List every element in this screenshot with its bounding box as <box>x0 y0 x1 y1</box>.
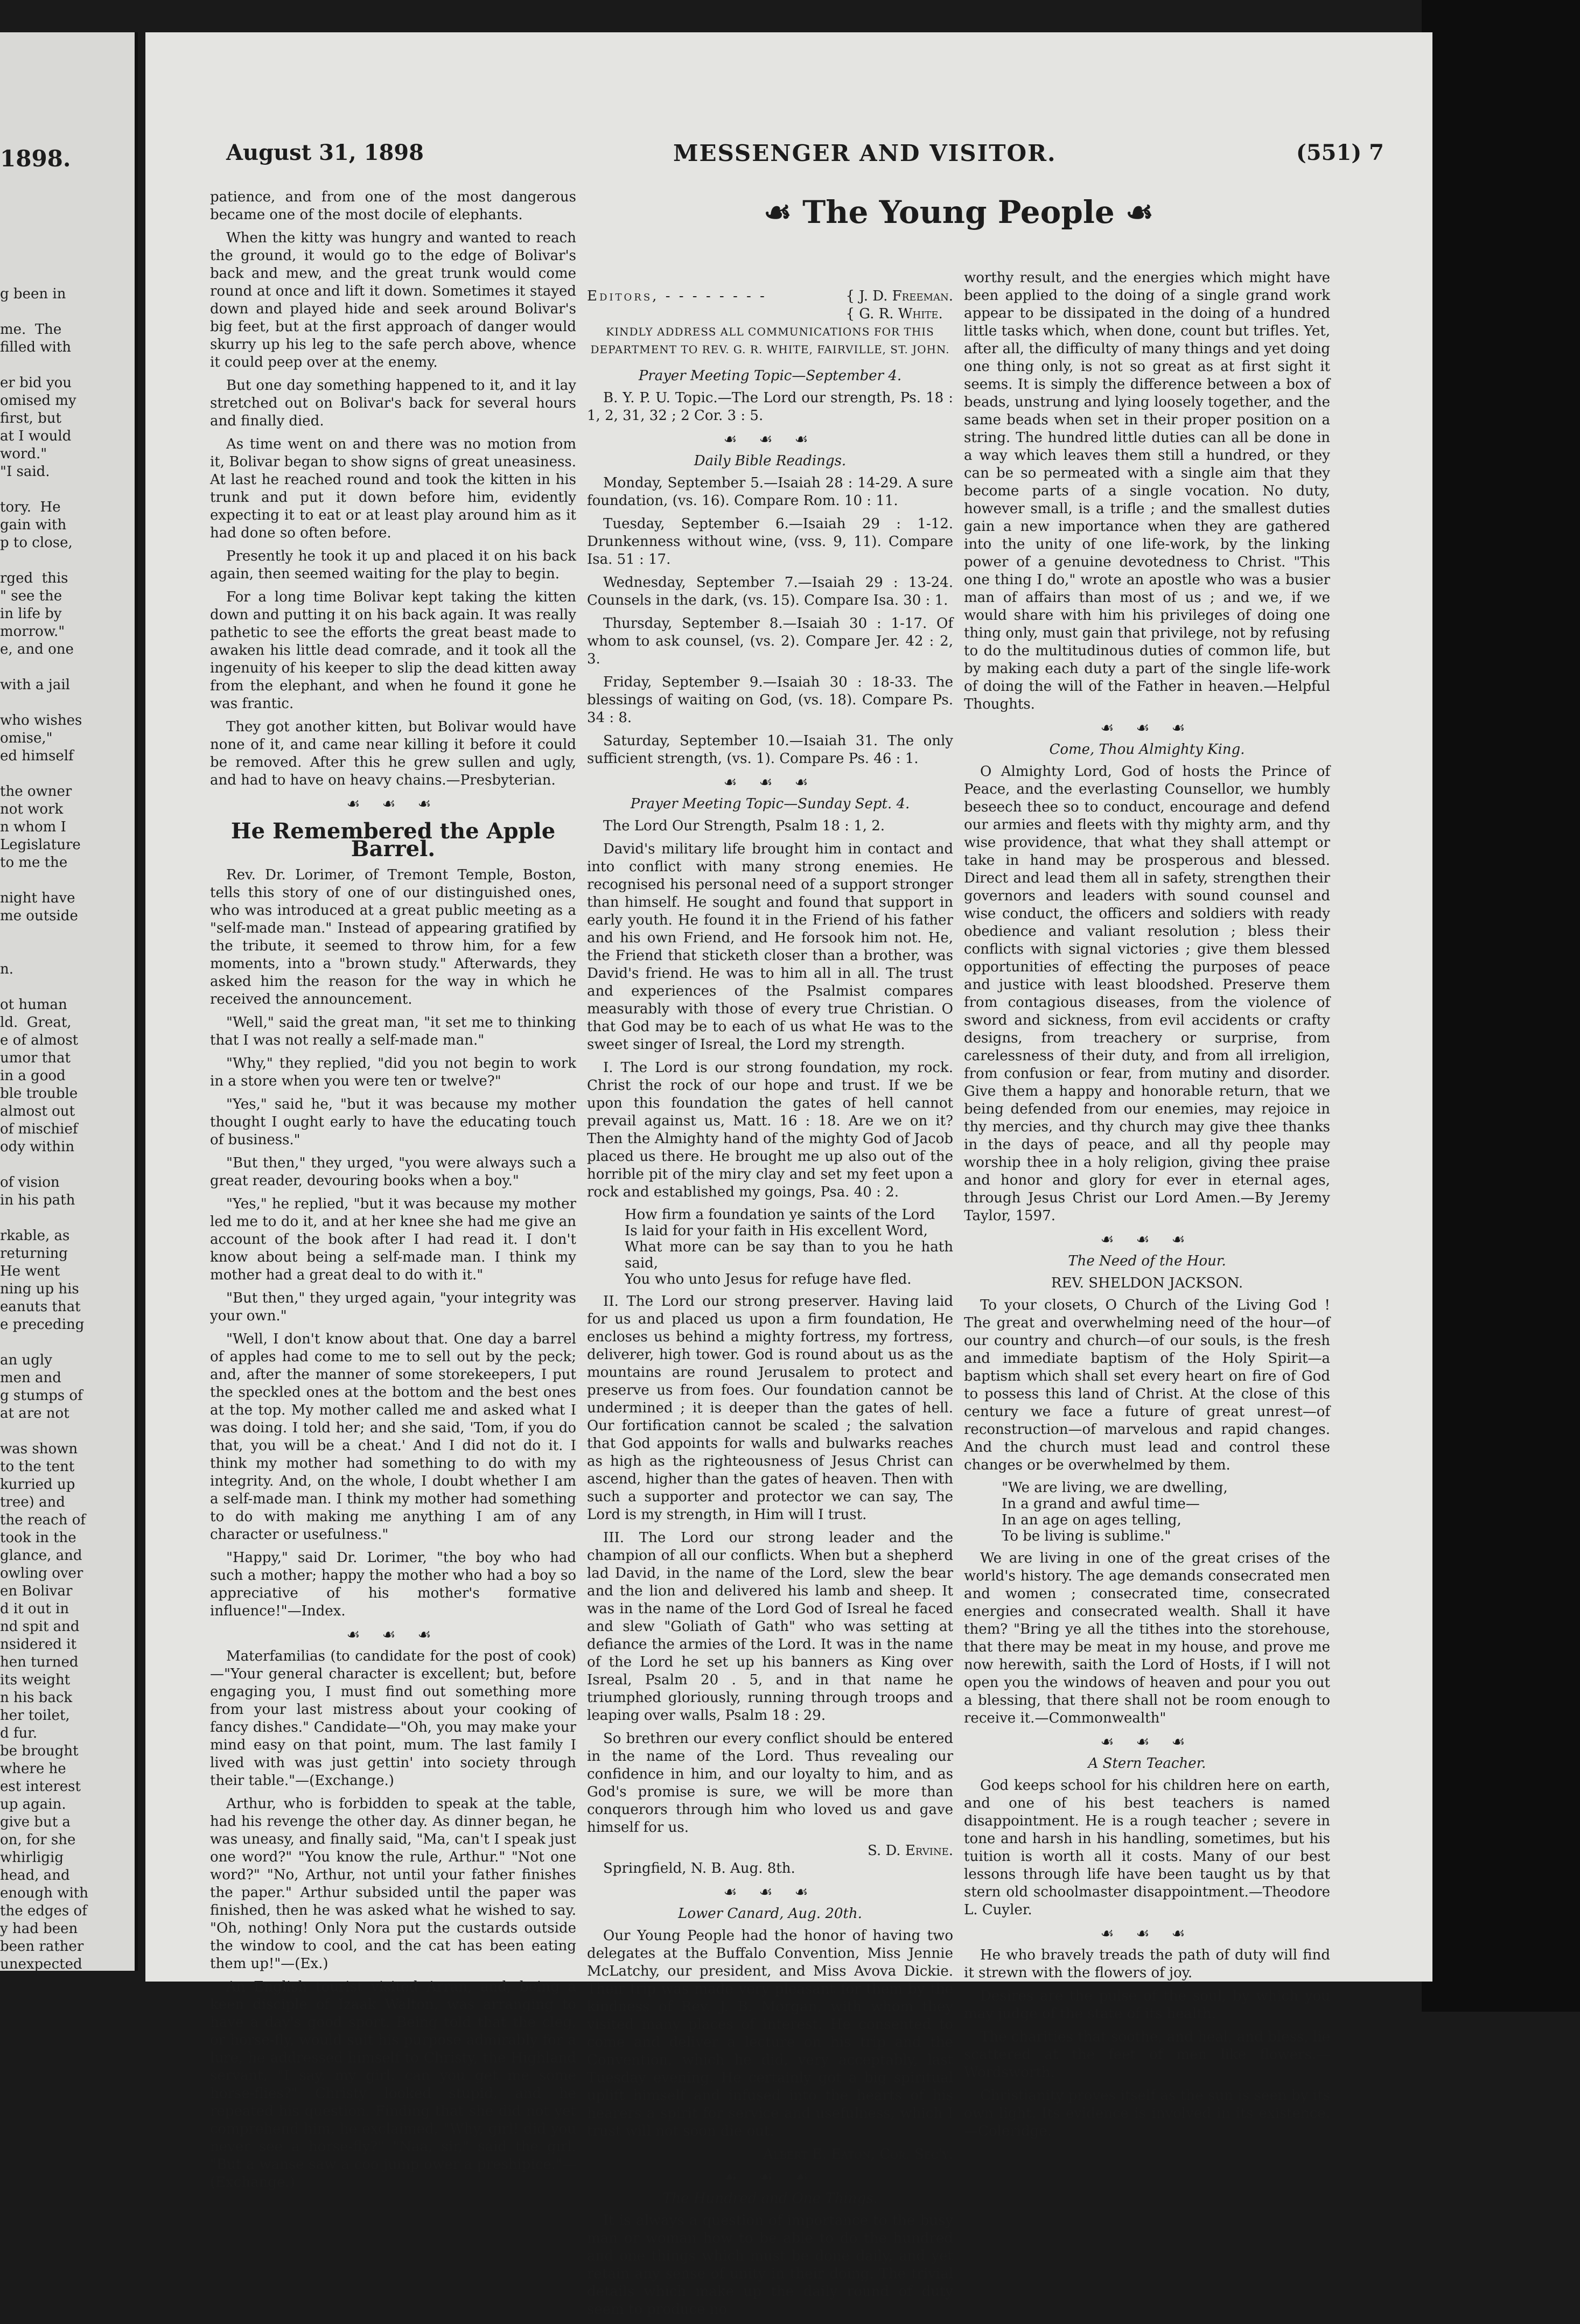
author-byline: REV. SHELDON JACKSON. <box>1051 1275 1243 1291</box>
article-paragraph: When the kitty was hungry and wanted to reach the ground, it would go to the edge of Bolivar's back and mew, and the great trunk would come round at once and lift it down. Sometimes it stayed down and played hide and seek around Bolivar's big feet, but at the first approach of danger would skurry up his leg to the safe perch above, whence it could peep over at the enemy. <box>210 230 576 370</box>
section-subtitle: The Need of the Hour. <box>1068 1253 1226 1269</box>
hymn-verse <box>625 1207 953 1287</box>
article-paragraph: "Why," they replied, "did you not begin to work in a store when you were ten or twelve?" <box>210 1055 576 1089</box>
article-paragraph: David's military life brought him in contact and into conflict with many strong enemies. He recognised his personal need of a support stronger than himself. He sought and found that support in early youth. He found it in the Friend of his father and his own Friend, and He forsook him not. He, the Friend that sticketh closer than a brother, was David's friend. He was to him all in all. The trust and experiences of the Psalmist compares measurably with those of every true Christian. O that God may be to each of us what He was to the sweet singer of Isreal, the Lord my strength. <box>587 841 953 1053</box>
young-people-banner: ☙ The Young People ☙ <box>763 194 1154 230</box>
section-subtitle: Prayer Meeting Topic—September 4. <box>638 368 902 384</box>
maxim: Desires are the pulse of the soul, by which you may judge of the state of its health. <box>964 1988 1330 2022</box>
ornament-divider: ☙ ☙ ☙ <box>1100 1230 1194 1248</box>
maxim: Christianity proves itself as the sun is seen by its own light. Its evidence is involved in its existence.—Coleridge. <box>964 2088 1330 2139</box>
article-paragraph: An English tourist visited Arran, and, being a keen disciple of Izaak Walton, was arranging to have a day's good sport. Being told that the cleg, or horse-fly, would suit his purpose admirably for a lure, he addressed himself to Christy, the Highland servant, "I say, my girl, can you get me some horse-flies?" Christy looked stupid, and he repeated his question. Finding that she did not yet comprehend him, he exclaimed, "Why, girl! did you never see a horse-fly?" "Naa, sir," said the girl. "But a wanse saw a coo jump ower a preshipice."—(Exchange.) <box>210 1979 576 2190</box>
ornament-divider: ☙ ☙ ☙ <box>723 773 817 791</box>
issue-date: August 31, 1898 <box>226 140 424 165</box>
page-gutter-shadow <box>1422 0 1580 2012</box>
article-paragraph: "Yes," he replied, "but it was because my mother led me to do it, and at her knee she had me give an account of the book after I had read it. I don't know about being a self-made man. I think my mother had a great deal to do with it." <box>210 1196 576 1283</box>
ornament-divider: ☙ ☙ ☙ <box>346 1626 440 1643</box>
editors-line <box>587 288 953 322</box>
article-paragraph: Rev. Dr. Lorimer, of Tremont Temple, Boston, tells this story of one of our distinguished ones, who was introduced at a great public meeting as a "self-made man." Instead of appearing gratified by the tribute, it seemed to throw him, for a few moments, into a "brown study." Afterwards, they asked him the reason for the way in which he received the announcement. <box>210 867 576 1007</box>
verse-line: Is laid for your faith in His excellent Word, <box>625 1223 928 1239</box>
masthead-title: MESSENGER AND VISITOR. <box>673 140 1057 166</box>
article-paragraph: So brethren our every conflict should be entered in the name of the Lord. Thus revealing our confidence in him, and our loyalty to him, and as God's promise is sure, we will be more than conquerors through him who loved us and gave himself for us. <box>587 1731 953 1836</box>
verse-line: What more can be say than to you he hath said, <box>625 1239 953 1271</box>
section-subtitle: The Hundred and One Things. <box>662 2190 878 2207</box>
article-paragraph: God keeps school for his children here on earth, and one of his best teachers is named disappointment. He is a rough teacher ; severe in tone and harsh in his handling, sometimes, but his tuition is worth all it costs. Many of our best lessons through life have been taught us by that stern old schoolmaster disappointment.—Theodore L. Cuyler. <box>964 1777 1330 1918</box>
article-paragraph: Materfamilias (to candidate for the post of cook)—"Your general character is excellent; but, before engaging you, I must find out something more from your last mistress about your cooking of fancy dishes." Candidate—"Oh, you may make your mind easy on that point, mum. The last family I lived with was just gettin' into society through their table."—(Exchange.) <box>210 1648 576 1789</box>
article-paragraph: III. The Lord our strong leader and the champion of all our conflicts. When but a shepherd lad David, in the name of the Lord, slew the bear and the lion and delivered his lamb and sheep. It was in the name of the Lord God of Isreal he faced and slew "Goliath of Gath" who was setting at defiance the armies of the Lord. It was in the name of the Lord he set up his banners as King over Isreal, Psalm 20 . 5, and in that name he triumphed gloriously, running through troops and leaping over walls, Psalm 18 : 29. <box>587 1530 953 1724</box>
article-paragraph: patience, and from one of the most dangerous became one of the most docile of elephants. <box>210 189 576 223</box>
poem-verse <box>1002 1480 1330 1544</box>
maxim: The charities that soothe, and heal, and bless, lie scattered at the feet of men like flowers.—Wordsworth. <box>964 2029 1330 2081</box>
article-paragraph: Presently he took it up and placed it on his back again, then seemed waiting for the play to begin. <box>210 548 576 582</box>
author-signature: Albert E. Eaton, Cor. Sec'y. <box>763 2146 953 2162</box>
article-paragraph: "But then," they urged again, "your integrity was your own." <box>210 1290 576 1324</box>
verse-line: How firm a foundation ye saints of the Lord <box>625 1207 935 1223</box>
column-2 <box>587 285 953 2324</box>
maxim: He who bravely treads the path of duty will find it strewn with the flowers of joy. <box>964 1947 1330 1981</box>
dateline: Springfield, N. B. Aug. 8th. <box>603 1860 795 1877</box>
column-1 <box>210 188 576 2197</box>
article-paragraph: But one day something happened to it, and it lay stretched out on Bolivar's back for several hours and finally died. <box>210 377 576 429</box>
article-paragraph: worthy result, and the energies which might have been applied to the doing of a single grand work appear to be dissipated in the doing of a hundred little tasks which, when done, count but trifles. Yet, after all, the difficulty of many things and yet doing one thing only, is not so great as at first sight it seems. It is simply the difference between a box of beads, unstrung and lying loosely together, and the same beads when set in their proper position on a string. The hundred little duties can all be done in a way which leaves them still a hundred, or they can be so permeated with a single aim that they become parts of a single vocation. No duty, however small, is a trifle ; and the smallest duties gain a new importance when they are gathered into the unity of one life-work, by the linking power of a genuine devotedness to Christ. "This one thing I do," wrote an apostle who was a busier man of affairs than most of us ; and we, if we would share with him his privileges of doing one thing only, must gain that privilege, not by refusing to do the multitudinous duties of common life, but by making each duty a part of the single life-work of doing the will of the Father in heaven.—Helpful Thoughts. <box>964 270 1330 712</box>
previous-page-header: 1898. <box>0 145 71 172</box>
previous-page-text-fragments: g been in me. The filled with er bid you omised my first, but at I would word." "I said. tory. He gain with p to close, rged this " see the in life by morrow." e, and one with a jail who wishes omise," ed himself the owner not work n whom I Legislature to me the night have me outside n. ot human ld. Great, e of almost umor that in a good ble trouble almost out of mischief ody within of vision in his path rkable, as returning He went ning up his eanuts that e preceding an ugly men and g stumps of at are not was shown to the tent kurried up tree) and the reach of took in the glance, and owling over en Bolivar d it out in nd spit and nsidered it hen turned its weight n his back her toilet, d fur. be brought where he est interest up again. give but a on, for she whirligig head, and enough with the edges of y had been been rather unexpected <box>0 286 88 1972</box>
article-heading: He Remembered the Apple Barrel. <box>230 818 556 862</box>
article-paragraph: I. The Lord is our strong foundation, my rock. Christ the rock of our hope and trust. If we be upon this foundation the gates of hell cannot prevail against us, Matt. 16 : 18. Are we on it? Then the Almighty hand of the mighty God of Jacob placed us there. He brought me up also out of the horrible pit of the miry clay and set my feet upon a rock and established my goings, Psa. 40 : 2. <box>587 1060 953 1200</box>
article-paragraph: As time went on and there was no motion from it, Bolivar began to show signs of great uneasiness. At last he reached round and took the kitten in his trunk and put it down before him, evidently expecting it to eat or at least play around him as it had done so often before. <box>210 436 576 541</box>
section-subtitle: Daily Bible Readings. <box>694 453 847 469</box>
section-subtitle: Come, Thou Almighty King. <box>1049 741 1245 758</box>
ornament-divider: ☙ ☙ ☙ <box>723 1883 817 1901</box>
reading-line: Saturday, September 10.—Isaiah 31. The only sufficient strength, (vs. 1). Compare Ps. 46 : 1. <box>587 733 953 767</box>
ornament-divider: ☙ ☙ ☙ <box>1100 1924 1194 1942</box>
article-paragraph: For a long time Bolivar kept taking the kitten down and putting it on his back again. It was really pathetic to see the efforts the great beast made to awaken his little dead comrade, and it took all the ingenuity of his keeper to slip the dead kitten away from the elephant, and when he found it gone he was frantic. <box>210 589 576 712</box>
reading-line: Tuesday, September 6.—Isaiah 29 : 1-12. Drunkenness without wine, (vss. 9, 11). Compare Isa. 51 : 17. <box>587 516 953 568</box>
page-number: (551) 7 <box>1296 140 1384 165</box>
section-subtitle: Lower Canard, Aug. 20th. <box>678 1906 862 1922</box>
verse-line: In a grand and awful time— <box>1002 1496 1200 1512</box>
article-paragraph: The Lord Our Strength, Psalm 18 : 1, 2. <box>603 818 885 834</box>
ornament-divider: ☙ ☙ ☙ <box>1100 719 1194 737</box>
address-notice: KINDLY ADDRESS ALL COMMUNICATIONS FOR THIS DEPARTMENT TO REV. G. R. WHITE, FAIRVILLE, ST. JOHN. <box>590 325 950 356</box>
editors-names: { J. D. Freeman. { G. R. White. <box>845 288 953 322</box>
article-paragraph: II. The Lord our strong preserver. Having laid for us and placed us upon a firm foundation, He encloses us behind a mighty fortress, my fortress, deliverer, high tower. God is round about us as the mountains are round Jerusalem to protect and preserve us from foes. Our foundation cannot be undermined ; it is deeper than the gates of hell. Our fortification cannot be scaled ; the salvation that God appoints for walls and bulwarks reaches as high as the righteousness of Jesus Christ can ascend, higher than the gates of heaven. Then with such a supporter and protector we can say, The Lord is my strength, in Him will I trust. <box>587 1293 953 1523</box>
article-paragraph: "But then," they urged, "you were always such a great reader, devouring books when a boy." <box>210 1155 576 1189</box>
article-paragraph: O Almighty Lord, God of hosts the Prince of Peace, and the everlasting Counsellor, we humbly beseech thee so to conduct, encourage and defend our armies and fleets with thy mighty arm, and thy wise providence, that what they shall attempt or take in hand may be prosperous and blessed. Direct and lead them all in safety, strengthen their governors and leaders with sound counsel and wise conduct, the officers and soldiers with ready obedience and valiant resolution ; bless their conflicts with signal victories ; give them blessed opportunities of effecting the purposes of peace and justice with least bloodshed. Preserve them from contagious diseases, from the violence of sword and sickness, from evil accidents or crafty designs, from treachery or surprise, from carelessness of their duty, and from all irreligion, from confusion or fear, from mutiny and disorder. Give them a happy and honorable return, that we being defended from our enemies, may rejoice in thy mercies, and thy church may give thee thanks in the days of peace, and all thy people may worship thee in a holy religion, giving thee praise and honor and glory for ever in eternal ages, through Jesus Christ our Lord Amen.—By Jeremy Taylor, 1597. <box>964 764 1330 1224</box>
article-paragraph: They got another kitten, but Bolivar would have none of it, and came near killing it before it could be removed. After this he grew sullen and ugly, and had to have on heavy chains.—Presbyterian. <box>210 719 576 788</box>
article-paragraph: It is always a question of importance to the busy man or woman how to be able to do the hundred and one things which must be done daily, and yet retain any sense of unity in their doing. The trivial details which make up the daily round of duty seem to produce no <box>587 2213 953 2318</box>
article-paragraph: "Well," said the great man, "it set me to thinking that I was not really a self-made man." <box>210 1014 576 1048</box>
ornament-divider: ☙ ☙ ☙ <box>723 430 817 448</box>
column-3 <box>964 269 1330 2146</box>
page-header <box>226 140 1384 178</box>
reading-line: Monday, September 5.—Isaiah 28 : 14-29. A sure foundation, (vs. 16). Compare Rom. 10 : 11. <box>587 475 953 509</box>
article-paragraph: To your closets, O Church of the Living God ! The great and overwhelming need of the hour—of our country and church—of our souls, is the fresh and immediate baptism of the Holy Spirit—a baptism which shall set every heart on fire of God to possess this land of Christ. At the close of this century we face a future of great unrest—of reconstruction—of marvelous and rapid changes. And the church must lead and control these changes or be overwhelmed by them. <box>964 1297 1330 1473</box>
reading-line: Thursday, September 8.—Isaiah 30 : 1-17. Of whom to ask counsel, (vs. 2). Compare Jer. 42 : 2, 3. <box>587 615 953 667</box>
section-subtitle: A Stern Teacher. <box>1088 1755 1206 1772</box>
author-signature: S. D. Ervine. <box>867 1843 953 1859</box>
article-paragraph: Our Young People had the honor of having two delegates at the Buffalo Convention, Miss Jennie McLatchy, our president, and Miss Avova Dickie. Their trip was made very pleasant for them by the kindness of Rev. J. B. Morgan, with whom they visited many places of interest. He consented to come and deliver a lecture on his trip and the Convention, which he did, very acceptably, last Tuesday evening. He certainly got a big spiritual uplift himself and infused into the hearts of his hearers a spirit for service and usefulness, which I trust will not soon die out. <box>587 1928 953 2139</box>
article-paragraph: "Happy," said Dr. Lorimer, "the boy who had such a mother; happy the mother who had a boy so appreciative of his mother's formative influence!"—Index. <box>210 1550 576 1619</box>
verse-line: "We are living, we are dwelling, <box>1002 1480 1228 1496</box>
section-subtitle: Prayer Meeting Topic—Sunday Sept. 4. <box>630 796 910 812</box>
verse-line: You who unto Jesus for refuge have fled. <box>625 1271 912 1287</box>
ornament-divider: ☙ ☙ ☙ <box>346 795 440 813</box>
previous-page-edge <box>0 32 138 1971</box>
ornament-divider: ☙ ☙ ☙ <box>1100 1733 1194 1751</box>
editors-label: Editors, - - - - - - - - <box>587 288 767 304</box>
newspaper-page <box>145 32 1432 2318</box>
article-paragraph: "Yes," said he, "but it was because my mother thought I ought early to have the educating touch of business." <box>210 1096 576 1148</box>
article-paragraph: We are living in one of the great crises of the world's history. The age demands consecrated men and women ; consecrated time, consecrated energies and consecrated wealth. Shall it have them? "Bring ye all the tithes into the storehouse, that there may be meat in my house, and prove me now herewith, saith the Lord of Hosts, if I will not open you the windows of heaven and pour you out a blessing, that there shall not be room enough to receive it.—Commonwealth" <box>964 1550 1330 1726</box>
verse-line: To be living is sublime." <box>1002 1528 1171 1544</box>
ornament-divider: ☙ ☙ ☙ <box>723 2168 817 2186</box>
reading-line: Wednesday, September 7.—Isaiah 29 : 13-24. Counsels in the dark, (vs. 15). Compare Isa. 30 : 1. <box>587 575 953 608</box>
article-paragraph: Arthur, who is forbidden to speak at the table, had his revenge the other day. As dinner began, he was uneasy, and finally said, "Ma, can't I speak just one word?" "You know the rule, Arthur." "Not one word?" "No, Arthur, not until your father finishes the paper." Arthur subsided until the paper was finished, then he was asked what he wished to say. "Oh, nothing! Only Nora put the custards outside the window to cool, and the cat has been eating them up!"—(Ex.) <box>210 1796 576 1972</box>
article-paragraph: "Well, I don't know about that. One day a barrel of apples had come to me to sell out by the peck; and, after the manner of some storekeepers, I put the speckled ones at the bottom and the best ones at the top. My mother called me and asked what I was doing. I told her; and she said, 'Tom, if you do that, you will be a cheat.' And I did not do it. I think my mother had something to do with my integrity. And, on the whole, I doubt whether I am a self-made man. I think my mother had something to do with making me anything I am of any character or usefulness." <box>210 1331 576 1543</box>
reading-line: Friday, September 9.—Isaiah 30 : 18-33. The blessings of waiting on God, (vs. 18). Compare Ps. 34 : 8. <box>587 674 953 726</box>
verse-line: In an age on ages telling, <box>1002 1512 1181 1528</box>
article-paragraph: B. Y. P. U. Topic.—The Lord our strength, Ps. 18 : 1, 2, 31, 32 ; 2 Cor. 3 : 5. <box>587 390 953 424</box>
